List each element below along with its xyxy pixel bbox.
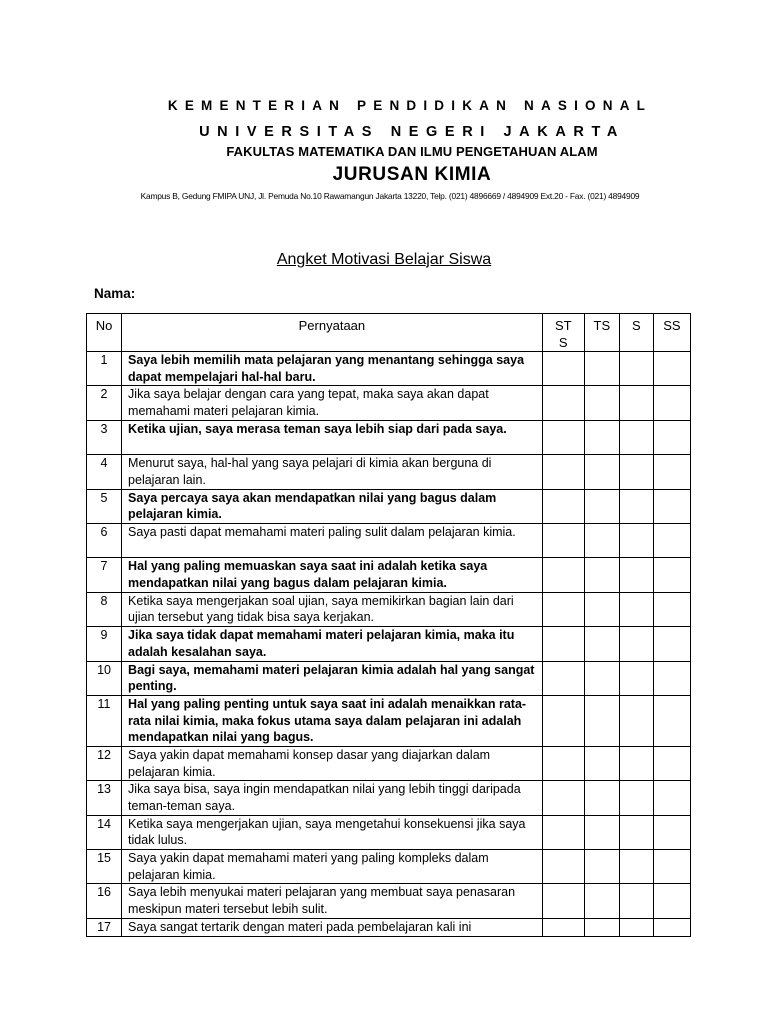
answer-cell-sts[interactable] [542,352,584,386]
answer-cell-s[interactable] [619,558,653,592]
row-number: 8 [87,592,122,626]
answer-cell-ss[interactable] [653,695,690,746]
answer-cell-sts[interactable] [542,523,584,557]
statement-text: Jika saya tidak dapat memahami materi pelajaran kimia, maka itu adalah kesalahan saya. [122,627,543,661]
row-number: 12 [87,746,122,780]
answer-cell-ts[interactable] [584,352,619,386]
header-ts: TS [584,314,619,352]
header-no: No [87,314,122,352]
statement-text: Ketika ujian, saya merasa teman saya lebih siap dari pada saya. [122,420,543,454]
row-number: 10 [87,661,122,695]
questionnaire-table [86,313,691,937]
statement-text: Saya yakin dapat memahami konsep dasar yang diajarkan dalam pelajaran kimia. [122,746,543,780]
answer-cell-s[interactable] [619,695,653,746]
answer-cell-ss[interactable] [653,781,690,815]
answer-cell-sts[interactable] [542,386,584,420]
row-number: 4 [87,455,122,489]
statement-text: Saya percaya saya akan mendapatkan nilai yang bagus dalam pelajaran kimia. [122,489,543,523]
answer-cell-s[interactable] [619,523,653,557]
row-number: 16 [87,884,122,918]
statement-text: Saya sangat tertarik dengan materi pada pembelajaran kali ini [122,918,543,936]
table-row [87,455,691,489]
statement-text: Saya pasti dapat memahami materi paling sulit dalam pelajaran kimia. [122,523,543,557]
statement-text: Saya lebih memilih mata pelajaran yang menantang sehingga saya dapat mempelajari hal-hal baru. [122,352,543,386]
answer-cell-ss[interactable] [653,352,690,386]
answer-cell-s[interactable] [619,661,653,695]
answer-cell-ts[interactable] [584,420,619,454]
table-row [87,781,691,815]
answer-cell-ts[interactable] [584,918,619,936]
answer-cell-s[interactable] [619,627,653,661]
university-heading: UNIVERSITAS NEGERI JAKARTA [199,124,625,140]
table-row [87,850,691,884]
row-number: 2 [87,386,122,420]
answer-cell-ss[interactable] [653,523,690,557]
answer-cell-sts[interactable] [542,884,584,918]
table-header-row [87,314,691,352]
answer-cell-ss[interactable] [653,746,690,780]
statement-text: Hal yang paling memuaskan saya saat ini adalah ketika saya mendapatkan nilai yang bagus dalam pelajaran kimia. [122,558,543,592]
answer-cell-sts[interactable] [542,592,584,626]
row-number: 3 [87,420,122,454]
header-ss: SS [653,314,690,352]
name-label: Nama: [94,286,136,301]
statement-text: Jika saya belajar dengan cara yang tepat, maka saya akan dapat memahami materi pelajaran kimia. [122,386,543,420]
answer-cell-sts[interactable] [542,627,584,661]
ministry-heading: KEMENTERIAN PENDIDIKAN NASIONAL [167,98,653,113]
address-line: Kampus B, Gedung FMIPA UNJ, Jl. Pemuda No.10 Rawamangun Jakarta 13220, Telp. (021) 4896669 / 4894909 Ext.20 - Fax. (021) 4894909 [140,191,640,201]
answer-cell-ss[interactable] [653,884,690,918]
statement-text: Saya yakin dapat memahami materi yang paling kompleks dalam pelajaran kimia. [122,850,543,884]
row-number: 5 [87,489,122,523]
faculty-heading: FAKULTAS MATEMATIKA DAN ILMU PENGETAHUAN ALAM [226,144,598,159]
answer-cell-ss[interactable] [653,592,690,626]
answer-cell-ss[interactable] [653,850,690,884]
table-row [87,386,691,420]
answer-cell-sts[interactable] [542,420,584,454]
answer-cell-s[interactable] [619,592,653,626]
answer-cell-s[interactable] [619,352,653,386]
answer-cell-sts[interactable] [542,661,584,695]
answer-cell-s[interactable] [619,850,653,884]
row-number: 13 [87,781,122,815]
row-number: 17 [87,918,122,936]
table-row [87,695,691,746]
answer-cell-ts[interactable] [584,815,619,849]
header-statement: Pernyataan [122,314,543,352]
answer-cell-ts[interactable] [584,781,619,815]
table-row [87,352,691,386]
answer-cell-ts[interactable] [584,627,619,661]
answer-cell-sts[interactable] [542,850,584,884]
answer-cell-ss[interactable] [653,455,690,489]
table-body [87,352,691,937]
answer-cell-ss[interactable] [653,489,690,523]
row-number: 7 [87,558,122,592]
answer-cell-sts[interactable] [542,918,584,936]
statement-text: Jika saya bisa, saya ingin mendapatkan nilai yang lebih tinggi daripada teman-teman saya. [122,781,543,815]
answer-cell-ts[interactable] [584,661,619,695]
row-number: 6 [87,523,122,557]
table-row [87,420,691,454]
row-number: 1 [87,352,122,386]
answer-cell-sts[interactable] [542,558,584,592]
statement-text: Ketika saya mengerjakan soal ujian, saya memikirkan bagian lain dari ujian tersebut yang tidak bisa saya kerjakan. [122,592,543,626]
answer-cell-sts[interactable] [542,489,584,523]
row-number: 11 [87,695,122,746]
row-number: 15 [87,850,122,884]
answer-cell-s[interactable] [619,815,653,849]
answer-cell-ts[interactable] [584,884,619,918]
department-heading: JURUSAN KIMIA [332,164,492,185]
table-row [87,918,691,936]
table-row [87,558,691,592]
statement-text: Ketika saya mengerjakan ujian, saya mengetahui konsekuensi jika saya tidak lulus. [122,815,543,849]
answer-cell-ts[interactable] [584,850,619,884]
answer-cell-ts[interactable] [584,523,619,557]
table-row [87,489,691,523]
questionnaire-title: Angket Motivasi Belajar Siswa [276,251,492,268]
answer-cell-ts[interactable] [584,746,619,780]
header-s: S [619,314,653,352]
answer-cell-sts[interactable] [542,455,584,489]
statement-text: Saya lebih menyukai materi pelajaran yang membuat saya penasaran meskipun materi tersebut lebih sulit. [122,884,543,918]
statement-text: Bagi saya, memahami materi pelajaran kimia adalah hal yang sangat penting. [122,661,543,695]
table-row [87,592,691,626]
answer-cell-ss[interactable] [653,627,690,661]
table-row [87,746,691,780]
table-row [87,661,691,695]
answer-cell-s[interactable] [619,781,653,815]
table-row [87,627,691,661]
statement-text: Menurut saya, hal-hal yang saya pelajari di kimia akan berguna di pelajaran lain. [122,455,543,489]
answer-cell-ts[interactable] [584,386,619,420]
row-number: 9 [87,627,122,661]
answer-cell-ss[interactable] [653,558,690,592]
statement-text: Hal yang paling penting untuk saya saat ini adalah menaikkan rata-rata nilai kimia, maka fokus utama saya dalam pelajaran ini adalah mendapatkan nilai yang bagus. [122,695,543,746]
header-sts: ST S [542,314,584,352]
answer-cell-ss[interactable] [653,420,690,454]
answer-cell-s[interactable] [619,884,653,918]
answer-cell-sts[interactable] [542,815,584,849]
row-number: 14 [87,815,122,849]
table-row [87,815,691,849]
answer-cell-s[interactable] [619,420,653,454]
answer-cell-s[interactable] [619,455,653,489]
answer-cell-s[interactable] [619,489,653,523]
answer-cell-s[interactable] [619,746,653,780]
table-row [87,523,691,557]
answer-cell-ts[interactable] [584,592,619,626]
answer-cell-sts[interactable] [542,695,584,746]
answer-cell-ts[interactable] [584,455,619,489]
answer-cell-sts[interactable] [542,781,584,815]
answer-cell-s[interactable] [619,918,653,936]
answer-cell-ss[interactable] [653,661,690,695]
answer-cell-ss[interactable] [653,386,690,420]
answer-cell-s[interactable] [619,386,653,420]
answer-cell-ss[interactable] [653,918,690,936]
answer-cell-sts[interactable] [542,746,584,780]
answer-cell-ts[interactable] [584,695,619,746]
answer-cell-ss[interactable] [653,815,690,849]
answer-cell-ts[interactable] [584,558,619,592]
table-row [87,884,691,918]
answer-cell-ts[interactable] [584,489,619,523]
